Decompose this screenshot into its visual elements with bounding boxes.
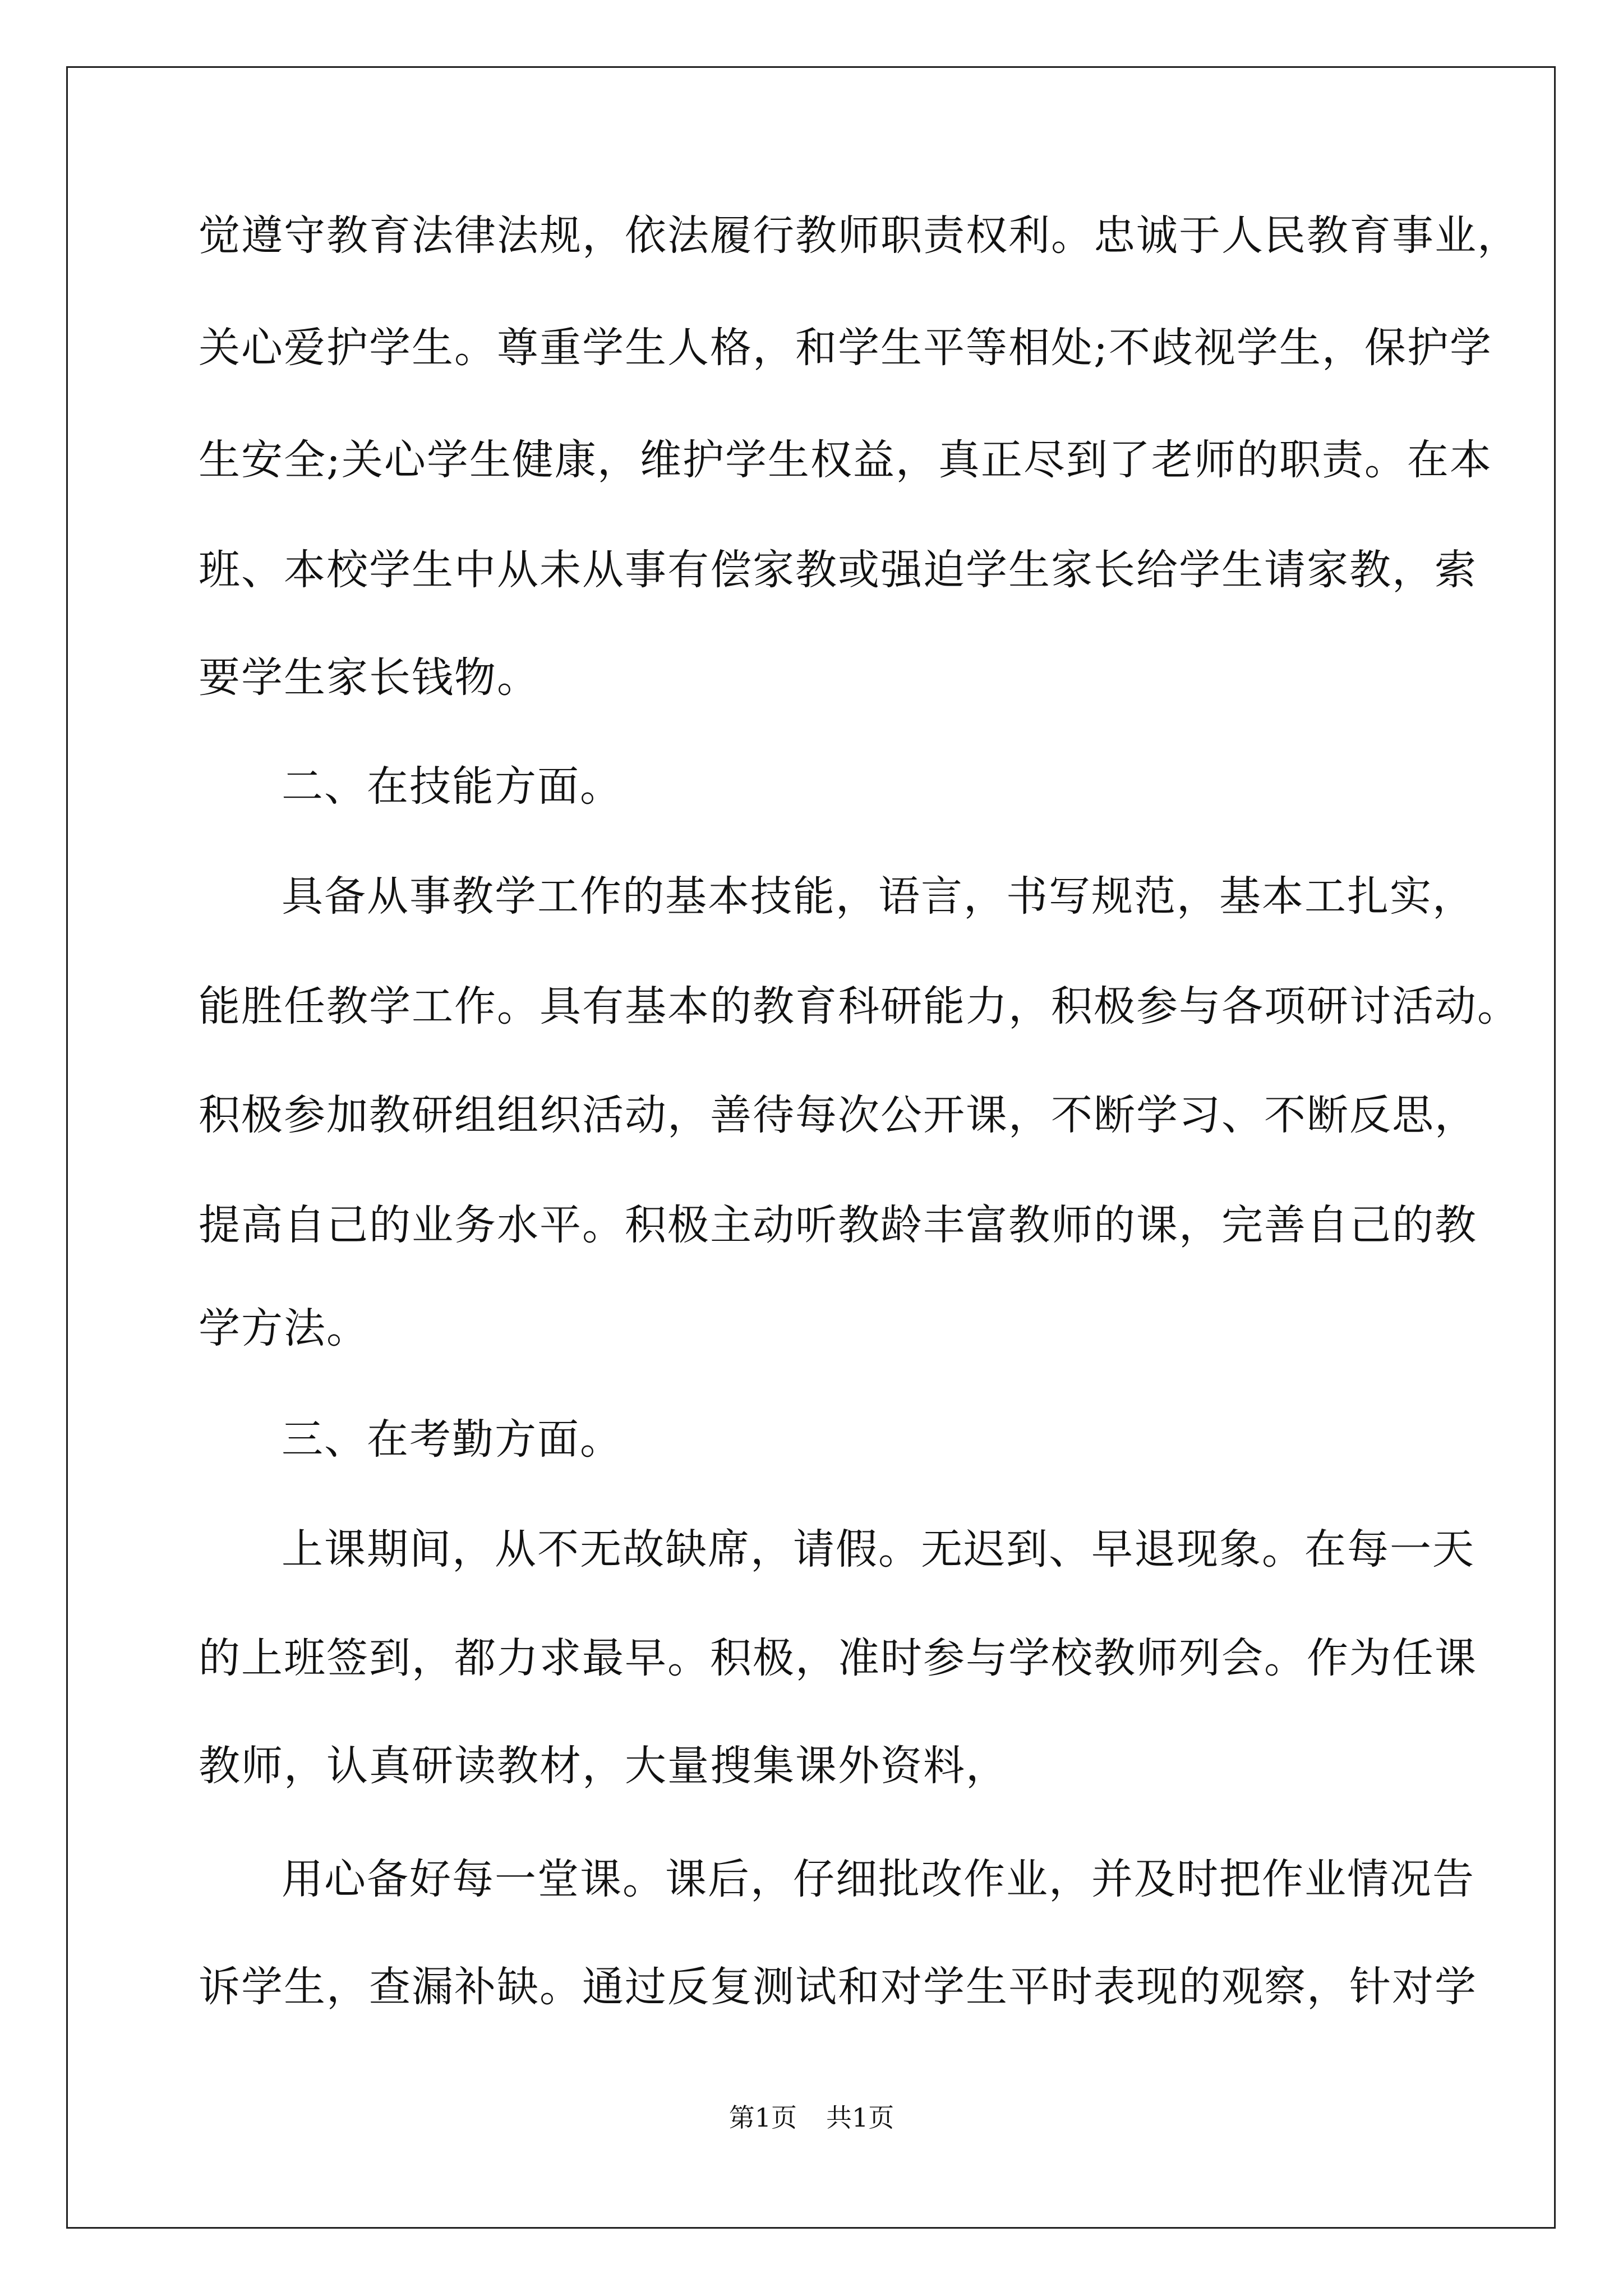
text-line: 积极参加教研组组织活动，善待每次公开课，不断学习、不断反思， [199, 1091, 1477, 1139]
page-footer [0, 2101, 1623, 2134]
text-line: 具备从事教学工作的基本技能，语言，书写规范，基本工扎实， [282, 872, 1475, 921]
section-heading: 二、在技能方面。 [282, 762, 623, 811]
text-line: 诉学生，查漏补缺。通过反复测试和对学生平时表现的观察，针对学 [199, 1963, 1477, 2011]
text-line: 觉遵守教育法律法规，依法履行教师职责权利。忠诚于人民教育事业， [199, 211, 1520, 260]
page-total: 共1页 [826, 2102, 895, 2133]
text-line: 学方法。 [199, 1304, 369, 1352]
text-line: 上课期间，从不无故缺席，请假。无迟到、早退现象。在每一天 [282, 1525, 1475, 1573]
page-number: 第1页 [728, 2102, 797, 2133]
text-line: 生安全;关心学生健康，维护学生权益，真正尽到了老师的职责。在本 [199, 436, 1492, 484]
text-line: 提高自己的业务水平。积极主动听教龄丰富教师的课，完善自己的教 [199, 1201, 1477, 1249]
text-line: 能胜任教学工作。具有基本的教育科研能力，积极参与各项研讨活动。 [199, 982, 1520, 1030]
text-line: 要学生家长钱物。 [199, 654, 540, 702]
text-line: 用心备好每一堂课。课后，仔细批改作业，并及时把作业情况告 [282, 1855, 1475, 1903]
text-line: 教师，认真研读教材，大量搜集课外资料， [199, 1742, 1008, 1790]
text-line: 关心爱护学生。尊重学生人格，和学生平等相处;不歧视学生，保护学 [199, 324, 1492, 372]
text-line: 的上班签到，都力求最早。积极，准时参与学校教师列会。作为任课 [199, 1634, 1477, 1682]
section-heading: 三、在考勤方面。 [282, 1415, 623, 1464]
text-line: 班、本校学生中从未从事有偿家教或强迫学生家长给学生请家教，索 [199, 546, 1477, 594]
